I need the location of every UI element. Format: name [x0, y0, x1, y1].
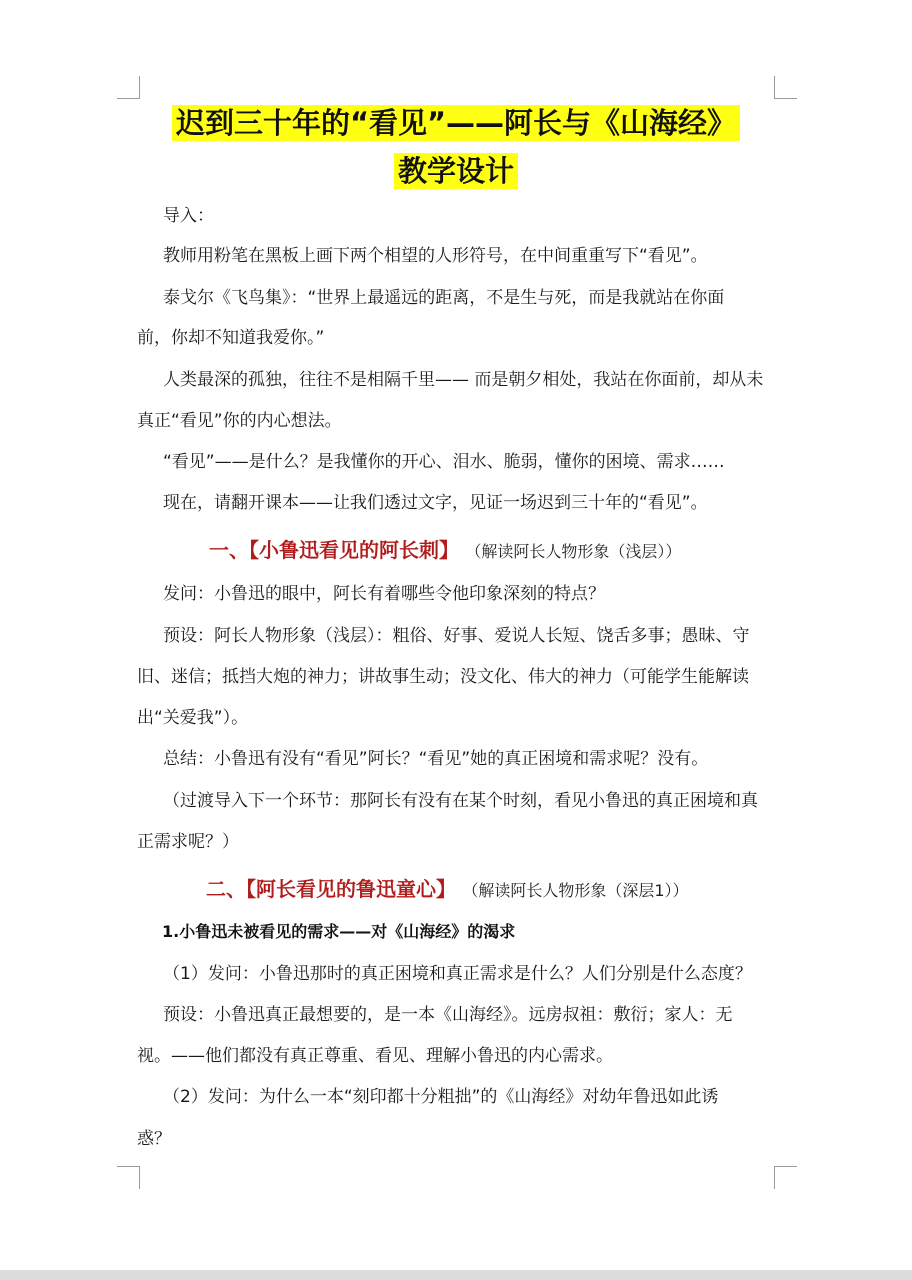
section-2-title: 二、【阿长看见的鲁迅童心】	[206, 877, 456, 901]
intro-line: “看见”——是什么？是我懂你的开心、泪水、脆弱，懂你的困境、需求……	[163, 452, 725, 472]
page-corner-mark-bottom-right	[774, 1166, 797, 1189]
document-subtitle	[0, 151, 912, 191]
bottom-scroll-bar[interactable]	[0, 1270, 912, 1280]
title-line-2: 教学设计	[394, 153, 518, 189]
section-2-line: （2）发问：为什么一本“刻印都十分粗拙”的《山海经》对幼年鲁迅如此诱	[163, 1087, 719, 1107]
page-corner-mark-top-right	[774, 76, 797, 99]
page-corner-mark-bottom-left	[117, 1166, 140, 1189]
intro-line: 人类最深的孤独，往往不是相隔千里—— 而是朝夕相处，我站在你面前，却从未	[163, 370, 764, 390]
section-2-subheading: 1.小鲁迅未被看见的需求——对《山海经》的渴求	[162, 922, 516, 941]
section-2-line: （1）发问：小鲁迅那时的真正困境和真正需求是什么？人们分别是什么态度？	[163, 964, 752, 984]
section-2-note: （解读阿长人物形象（深层1））	[462, 881, 689, 900]
intro-line: 真正“看见”你的内心想法。	[137, 411, 342, 431]
section-2-line: 视。——他们都没有真正尊重、看见、理解小鲁迅的内心需求。	[137, 1046, 613, 1066]
section-2-heading	[206, 876, 689, 904]
intro-line: 泰戈尔《飞鸟集》：“世界上最遥远的距离，不是生与死，而是我就站在你面	[163, 288, 725, 308]
title-line-1: 迟到三十年的“看见”——阿长与《山海经》	[172, 105, 740, 141]
section-1-line: 旧、迷信；抵挡大炮的神力；讲故事生动；没文化、伟大的神力（可能学生能解读	[137, 667, 749, 687]
section-1-heading	[209, 537, 681, 565]
intro-line: 前，你却不知道我爱你。”	[137, 328, 325, 348]
section-1-title: 一、【小鲁迅看见的阿长刺】	[209, 538, 459, 562]
section-1-note: （解读阿长人物形象（浅层））	[465, 542, 682, 561]
intro-line: 导入：	[163, 206, 214, 226]
section-1-line: 出“关爱我”）。	[137, 708, 249, 728]
section-2-line: 预设：小鲁迅真正最想要的，是一本《山海经》。远房叔祖：敷衍；家人：无	[163, 1005, 733, 1025]
document-title	[0, 103, 912, 143]
intro-line: 现在，请翻开课本——让我们透过文字，见证一场迟到三十年的“看见”。	[163, 493, 708, 513]
page-corner-mark-top-left	[117, 76, 140, 99]
section-1-line: 预设：阿长人物形象（浅层）：粗俗、好事、爱说人长短、饶舌多事；愚昧、守	[163, 626, 750, 646]
section-1-line: （过渡导入下一个环节：那阿长有没有在某个时刻，看见小鲁迅的真正困境和真	[163, 791, 758, 811]
section-1-line: 正需求呢？）	[137, 832, 239, 852]
section-2-line: 惑？	[137, 1129, 171, 1149]
section-1-line: 总结：小鲁迅有没有“看见”阿长？“看见”她的真正困境和需求呢？没有。	[163, 749, 709, 769]
section-1-line: 发问：小鲁迅的眼中，阿长有着哪些令他印象深刻的特点？	[163, 584, 605, 604]
intro-line: 教师用粉笔在黑板上画下两个相望的人形符号，在中间重重写下“看见”。	[163, 246, 708, 266]
